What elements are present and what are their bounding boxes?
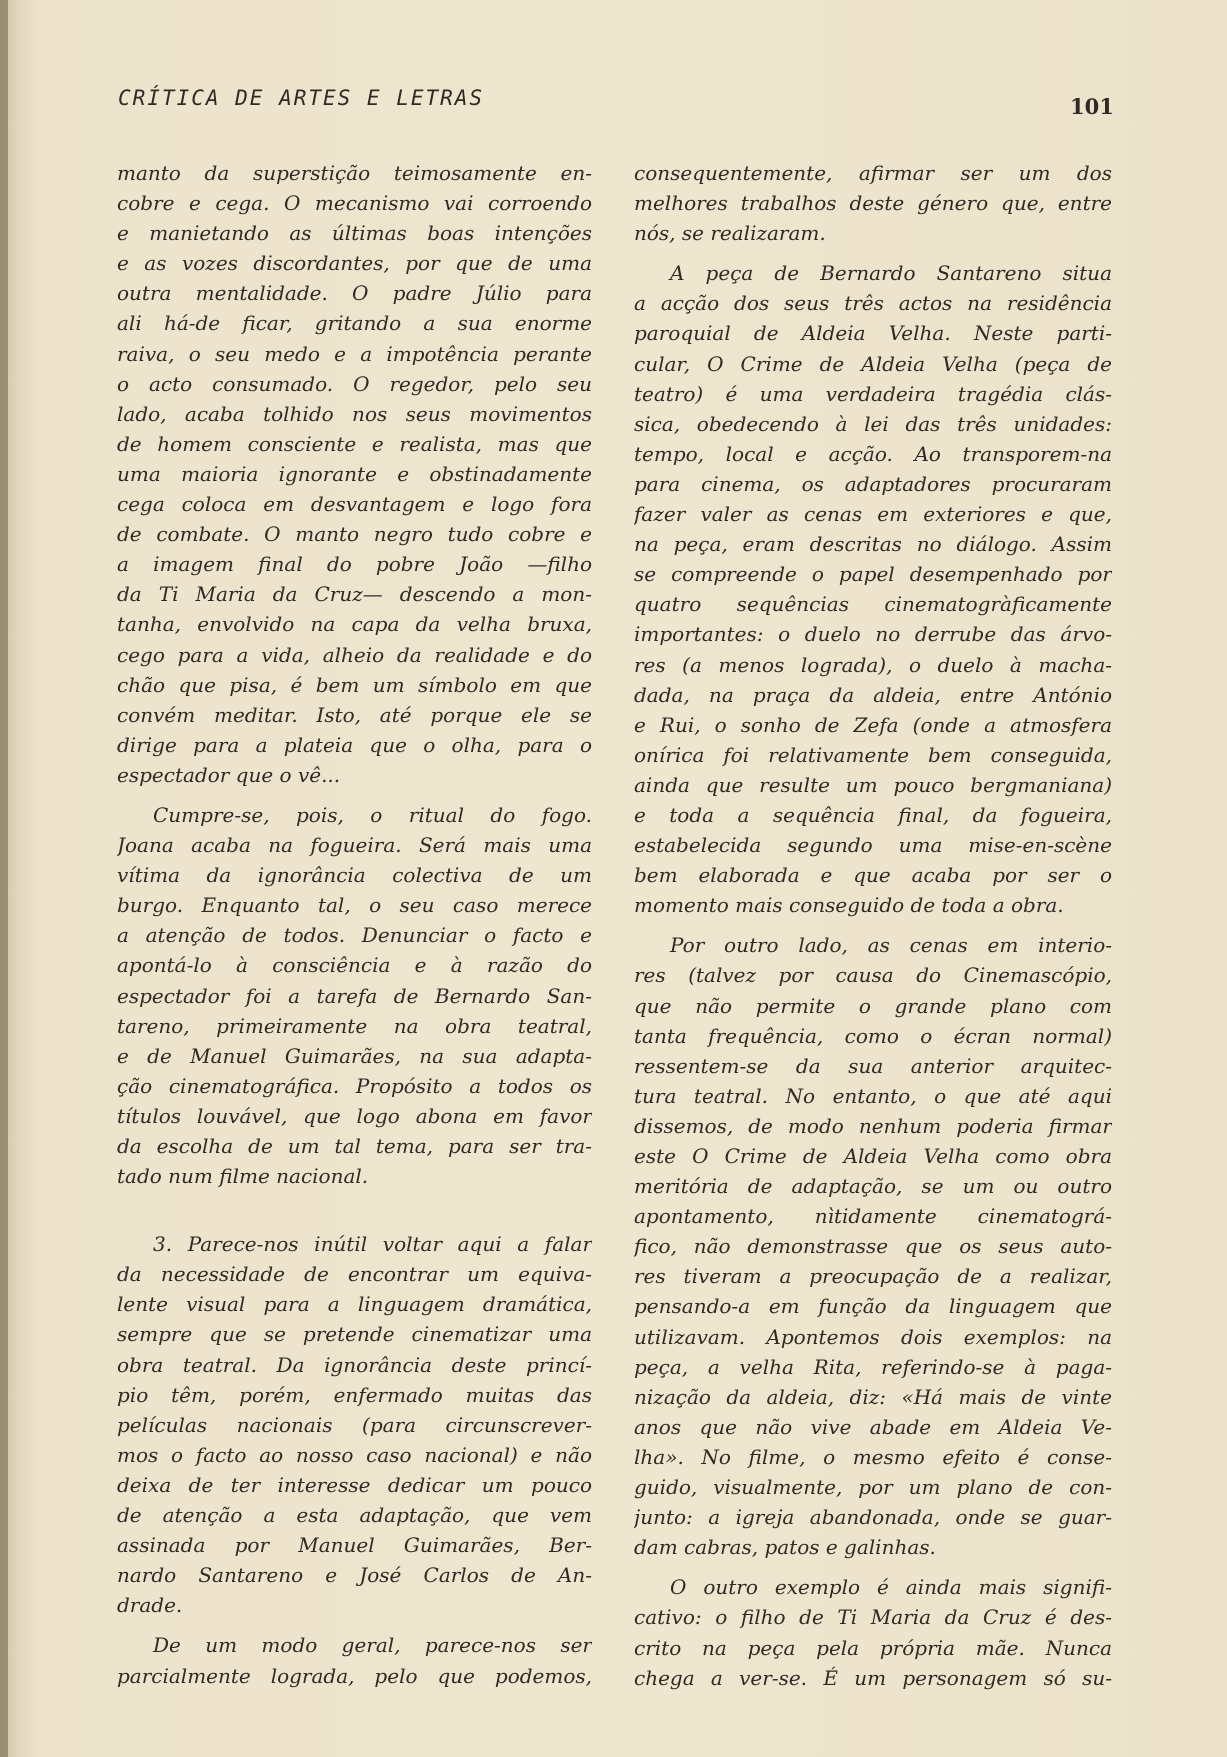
text-line: sempre que se pretende cinematizar uma xyxy=(117,1322,592,1347)
text-line: meritória de adaptação, se um ou outro xyxy=(634,1174,1112,1199)
text-line: tanta frequência, como o écran normal) xyxy=(634,1023,1112,1048)
text-line: a atenção de todos. Denunciar o facto e xyxy=(117,923,592,948)
text-line: de combate. O manto negro tudo cobre e xyxy=(117,522,592,547)
paragraph-gap xyxy=(634,920,1112,930)
text-line: espectador que o vê... xyxy=(117,762,341,787)
text-line: que não permite o grande plano com xyxy=(634,993,1112,1018)
text-line: da escolha de um tal tema, para ser tra- xyxy=(117,1134,592,1158)
text-line: se compreende o papel desempenhado por xyxy=(634,562,1112,587)
text-line: quatro sequências cinematogràficamente xyxy=(634,592,1112,617)
text-line: tempo, local e acção. Ao transporem-na xyxy=(634,441,1112,466)
paragraph-gap xyxy=(117,1620,592,1630)
page-number: 101 xyxy=(1070,94,1114,119)
text-line: dirige para a plateia que o olha, para o xyxy=(117,732,592,757)
text-line: o acto consumado. O regedor, pelo seu xyxy=(117,371,592,396)
paragraph-gap xyxy=(634,1562,1112,1572)
text-line: drade. xyxy=(117,1593,183,1618)
text-line: De um modo geral, parece-nos ser xyxy=(153,1633,592,1658)
text-line: sica, obedecendo à lei das três unidades: xyxy=(634,411,1112,436)
text-line: e Rui, o sonho de Zefa (onde a atmosfera xyxy=(634,712,1112,737)
text-line: cobre e cega. O mecanismo vai corroendo xyxy=(117,191,592,216)
text-line: ainda que resulte um pouco bergmaniana) xyxy=(634,772,1112,797)
text-line: consequentemente, afirmar ser um dos xyxy=(634,161,1112,185)
text-line: tura teatral. No entanto, o que até aqui xyxy=(634,1083,1112,1108)
text-line: da Ti Maria da Cruz— descendo a mon- xyxy=(117,582,592,607)
text-line: O outro exemplo é ainda mais signifi- xyxy=(670,1575,1112,1600)
text-line: de atenção a esta adaptação, que vem xyxy=(117,1503,592,1528)
text-line: dada, na praça da aldeia, entre António xyxy=(634,682,1112,707)
text-line: A peça de Bernardo Santareno situa xyxy=(670,261,1112,286)
text-line: manto da superstição teimosamente en- xyxy=(117,161,592,185)
text-line: teatro) é uma verdadeira tragédia clás- xyxy=(634,381,1112,406)
text-line: apontá-lo à consciência e à razão do xyxy=(117,953,592,978)
text-line: dam cabras, patos e galinhas. xyxy=(634,1535,936,1560)
text-line: bem elaborada e que acaba por ser o xyxy=(634,863,1112,888)
text-line: tanha, envolvido na capa da velha bruxa, xyxy=(117,612,592,637)
text-line: onírica foi relativamente bem conseguida, xyxy=(634,742,1112,767)
text-line: crito na peça pela própria mãe. Nunca xyxy=(634,1635,1112,1660)
text-line: na peça, eram descritas no diálogo. Assim xyxy=(634,532,1112,557)
text-line: de homem consciente e realista, mas que xyxy=(117,431,592,456)
text-line: a acção dos seus três actos na residência xyxy=(634,291,1112,316)
text-line: convém meditar. Isto, até porque ele se xyxy=(117,702,592,727)
text-line: pensando-a em função da linguagem que xyxy=(634,1294,1112,1319)
text-line: cego para a vida, alheio da realidade e do xyxy=(117,642,592,667)
text-line: ressentem-se da sua anterior arquitec- xyxy=(634,1053,1112,1078)
text-line: e as vozes discordantes, por que de uma xyxy=(117,251,592,276)
text-line: Por outro lado, as cenas em interio- xyxy=(670,933,1112,958)
text-line: da necessidade de encontrar um equiva- xyxy=(117,1262,592,1287)
text-line: peça, a velha Rita, referindo-se à paga- xyxy=(634,1354,1112,1379)
text-line: espectador foi a tarefa de Bernardo San- xyxy=(117,983,592,1008)
text-line: lha». No filme, o mesmo efeito é conse- xyxy=(634,1444,1112,1469)
text-line: cativo: o filho de Ti Maria da Cruz é des- xyxy=(634,1605,1112,1630)
text-line: nardo Santareno e José Carlos de An- xyxy=(117,1563,592,1588)
book-spine-shadow xyxy=(0,0,8,1757)
text-line: a imagem final do pobre João —filho xyxy=(117,552,592,577)
text-line: assinada por Manuel Guimarães, Ber- xyxy=(117,1533,592,1558)
text-line: cega coloca em desvantagem e logo fora xyxy=(117,492,592,517)
text-line: res tiveram a preocupação de a realizar, xyxy=(634,1264,1112,1289)
text-line: pio têm, porém, enfermado muitas das xyxy=(117,1382,592,1407)
text-line: paroquial de Aldeia Velha. Neste parti- xyxy=(634,321,1112,346)
text-line: momento mais conseguido de toda a obra. xyxy=(634,893,1064,918)
right-text-column xyxy=(634,158,1112,1693)
text-line: apontamento, nìtidamente cinematográ- xyxy=(634,1204,1112,1229)
text-line: para cinema, os adaptadores procuraram xyxy=(634,471,1112,496)
text-line: vítima da ignorância colectiva de um xyxy=(117,863,592,888)
text-line: lado, acaba tolhido nos seus movimentos xyxy=(117,401,592,426)
text-line: anos que não vive abade em Aldeia Ve- xyxy=(634,1414,1112,1439)
text-line: películas nacionais (para circunscrever- xyxy=(117,1412,592,1437)
text-line: lente visual para a linguagem dramática, xyxy=(117,1292,592,1317)
text-line: junto: a igreja abandonada, onde se guar- xyxy=(634,1505,1112,1530)
text-line: fico, não demonstrasse que os seus auto- xyxy=(634,1234,1112,1259)
text-line: este O Crime de Aldeia Velha como obra xyxy=(634,1144,1112,1168)
text-line: e de Manuel Guimarães, na sua adapta- xyxy=(117,1043,592,1068)
text-line: dissemos, de modo nenhum poderia firmar xyxy=(634,1113,1112,1138)
text-line: ção cinematográfica. Propósito a todos os xyxy=(117,1073,592,1098)
text-line: melhores trabalhos deste género que, entre xyxy=(634,191,1112,216)
text-line: outra mentalidade. O padre Júlio para xyxy=(117,281,592,306)
text-line: chão que pisa, é bem um símbolo em que xyxy=(117,672,592,697)
text-line: tado num filme nacional. xyxy=(117,1164,369,1189)
text-line: chega a ver-se. É um personagem só su- xyxy=(634,1665,1112,1690)
text-line: e toda a sequência final, da fogueira, xyxy=(634,802,1112,827)
running-header-title: CRÍTICA DE ARTES E LETRAS xyxy=(118,86,485,110)
text-line: estabelecida segundo uma mise-en-scène xyxy=(634,833,1112,858)
text-line: parcialmente lograda, pelo que podemos, xyxy=(117,1663,592,1688)
text-line: deixa de ter interesse dedicar um pouco xyxy=(117,1472,592,1497)
left-text-column xyxy=(117,158,592,1691)
text-line: tareno, primeiramente na obra teatral, xyxy=(117,1013,592,1038)
paragraph-gap xyxy=(634,248,1112,258)
text-line: mos o facto ao nosso caso nacional) e não xyxy=(117,1442,592,1467)
text-line: ali há-de ficar, gritando a sua enorme xyxy=(117,311,592,336)
text-line: nós, se realizaram. xyxy=(634,221,826,246)
paragraph-gap xyxy=(117,1191,592,1229)
text-line: res (a menos lograda), o duelo à macha- xyxy=(634,652,1112,677)
text-line: cular, O Crime de Aldeia Velha (peça de xyxy=(634,351,1112,376)
text-line: títulos louvável, que logo abona em favor xyxy=(117,1103,592,1128)
text-line: 3. Parece-nos inútil voltar aqui a falar xyxy=(153,1232,592,1257)
text-line: raiva, o seu medo e a impotência perante xyxy=(117,341,592,366)
text-line: Cumpre-se, pois, o ritual do fogo. xyxy=(153,802,592,827)
text-line: uma maioria ignorante e obstinadamente xyxy=(117,461,592,486)
text-line: fazer valer as cenas em exteriores e que, xyxy=(634,502,1112,527)
text-line: burgo. Enquanto tal, o seu caso merece xyxy=(117,893,592,918)
text-line: utilizavam. Apontemos dois exemplos: na xyxy=(634,1324,1112,1349)
text-line: obra teatral. Da ignorância deste princí- xyxy=(117,1352,592,1377)
text-line: nização da aldeia, diz: «Há mais de vinte xyxy=(634,1384,1112,1409)
text-line: e manietando as últimas boas intenções xyxy=(117,221,592,246)
text-line: importantes: o duelo no derrube das árvo- xyxy=(634,622,1112,647)
text-line: res (talvez por causa do Cinemascópio, xyxy=(634,963,1112,988)
text-line: guido, visualmente, por um plano de con- xyxy=(634,1475,1112,1500)
paragraph-gap xyxy=(117,790,592,800)
text-line: Joana acaba na fogueira. Será mais uma xyxy=(117,833,592,858)
